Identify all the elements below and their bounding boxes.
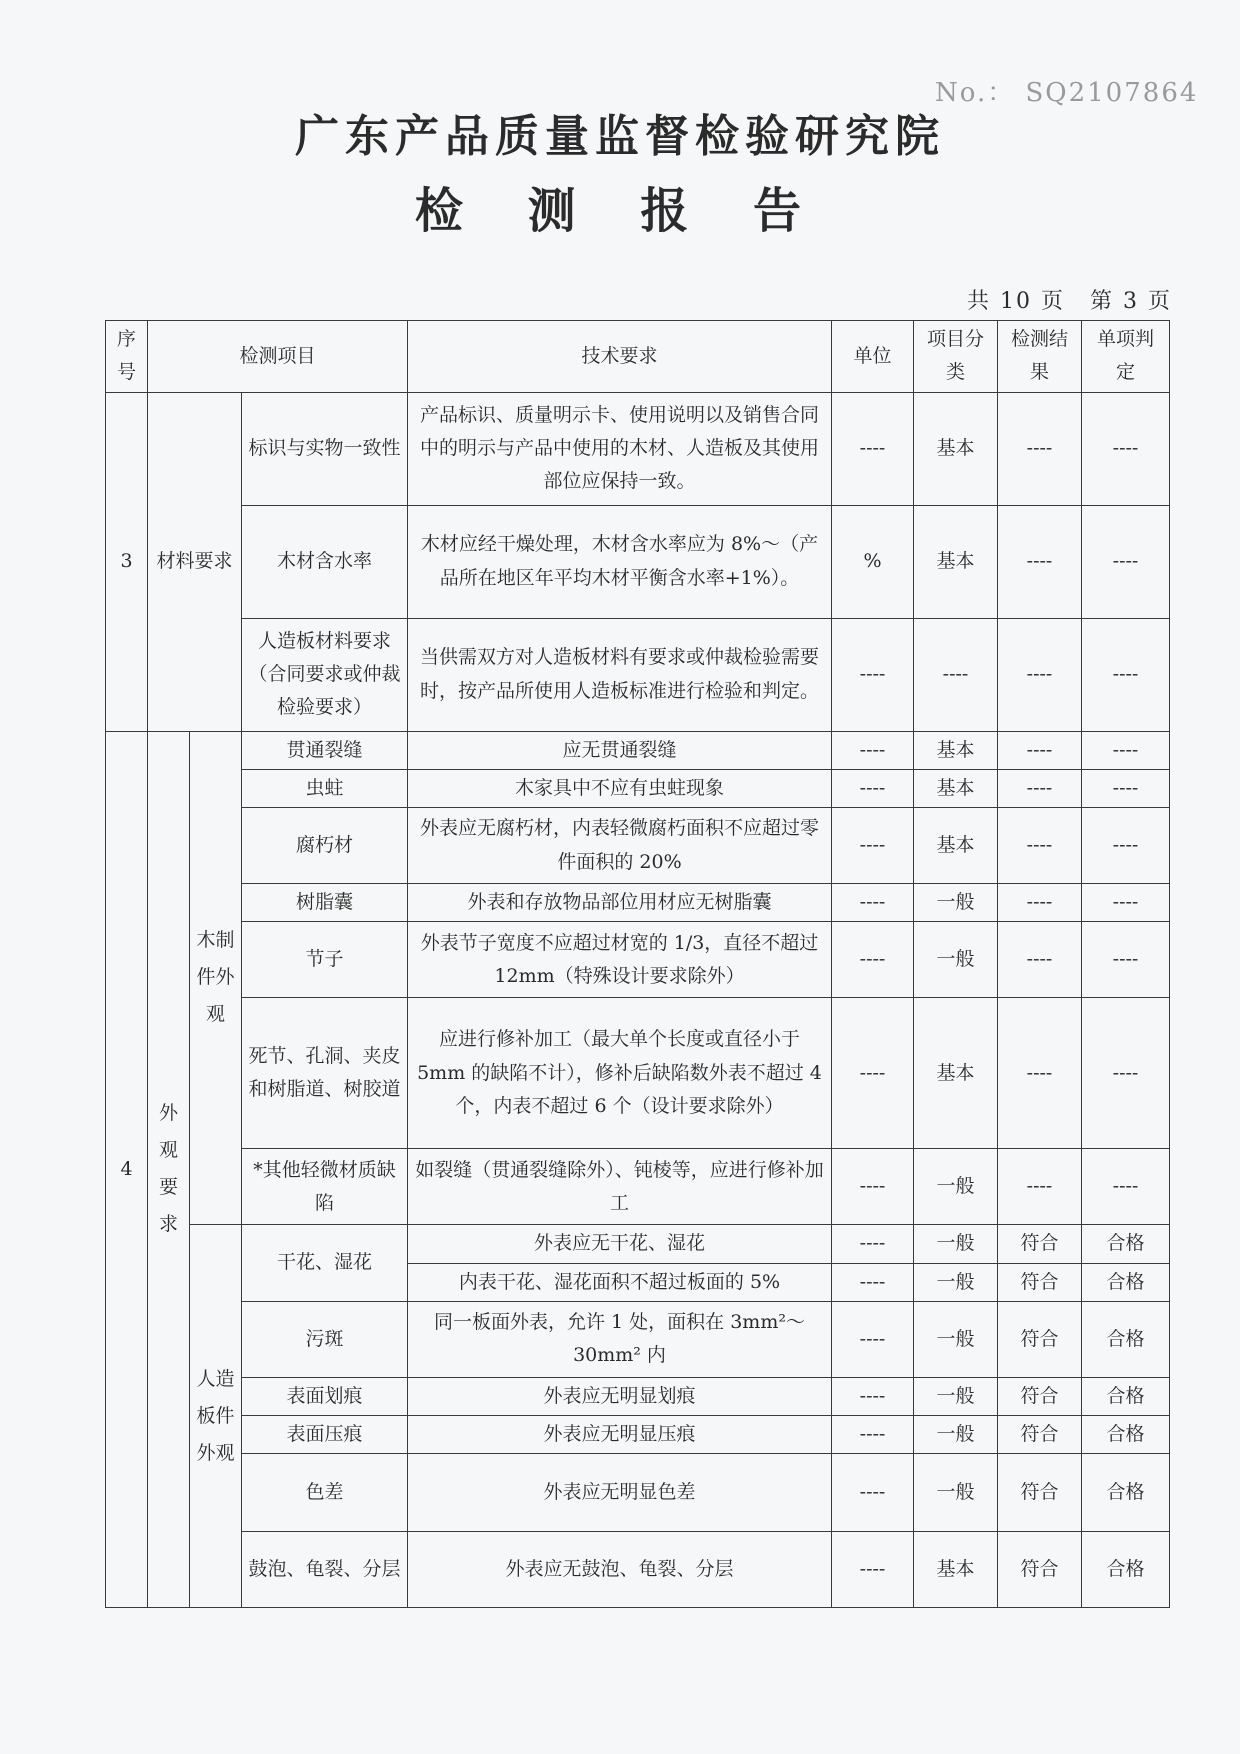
requirement-text: 外表应无鼓泡、龟裂、分层	[408, 1532, 832, 1608]
subgroup-name: 人造板件外观	[190, 1225, 242, 1608]
category-cell: ----	[914, 618, 998, 731]
item-name: 贯通裂缝	[242, 731, 408, 769]
unit-cell: ----	[832, 884, 914, 922]
result-cell: ----	[998, 618, 1082, 731]
item-name: 树脂囊	[242, 884, 408, 922]
table-row	[106, 1532, 1170, 1608]
category-cell: 基本	[914, 731, 998, 769]
result-cell: 符合	[998, 1532, 1082, 1608]
verdict-cell: 合格	[1082, 1377, 1170, 1415]
item-name: 节子	[242, 922, 408, 998]
item-name: 表面压痕	[242, 1416, 408, 1454]
category-cell: 一般	[914, 1454, 998, 1532]
item-name: *其他轻微材质缺陷	[242, 1149, 408, 1225]
category-cell: 一般	[914, 1225, 998, 1263]
item-name: 人造板材料要求（合同要求或仲裁检验要求）	[242, 618, 408, 731]
unit-cell: ----	[832, 731, 914, 769]
verdict-cell: 合格	[1082, 1416, 1170, 1454]
table-row	[106, 1225, 1170, 1263]
result-cell: ----	[998, 769, 1082, 807]
table-row	[106, 769, 1170, 807]
header-requirement: 技术要求	[408, 321, 832, 393]
verdict-cell: ----	[1082, 505, 1170, 618]
verdict-cell: 合格	[1082, 1263, 1170, 1301]
table-row	[106, 998, 1170, 1149]
requirement-text: 外表应无明显划痕	[408, 1377, 832, 1415]
table-row	[106, 1377, 1170, 1415]
verdict-cell: ----	[1082, 1149, 1170, 1225]
result-cell: ----	[998, 884, 1082, 922]
unit-cell: ----	[832, 922, 914, 998]
header-item: 检测项目	[148, 321, 408, 393]
total-pages: 共 10 页	[967, 289, 1066, 314]
table-row	[106, 884, 1170, 922]
item-name: 木材含水率	[242, 505, 408, 618]
category-cell: 一般	[914, 922, 998, 998]
unit-cell: ----	[832, 1454, 914, 1532]
verdict-cell: 合格	[1082, 1454, 1170, 1532]
unit-cell: ----	[832, 1301, 914, 1377]
unit-cell: ----	[832, 618, 914, 731]
unit-cell: ----	[832, 998, 914, 1149]
group-name: 外观要求	[148, 731, 190, 1608]
unit-cell: %	[832, 505, 914, 618]
requirement-text: 外表节子宽度不应超过材宽的 1/3，直径不超过 12mm（特殊设计要求除外）	[408, 922, 832, 998]
header-category: 项目分类	[914, 321, 998, 393]
verdict-cell: ----	[1082, 998, 1170, 1149]
requirement-text: 外表应无腐朽材，内表轻微腐朽面积不应超过零件面积的 20%	[408, 808, 832, 884]
requirement-text: 应进行修补加工（最大单个长度或直径小于 5mm 的缺陷不计），修补后缺陷数外表不超过 4 个，内表不超过 6 个（设计要求除外）	[408, 998, 832, 1149]
table-row	[106, 1416, 1170, 1454]
unit-cell: ----	[832, 392, 914, 505]
table-row	[106, 1149, 1170, 1225]
table-row	[106, 618, 1170, 731]
requirement-text: 如裂缝（贯通裂缝除外）、钝棱等，应进行修补加工	[408, 1149, 832, 1225]
header-result: 检测结果	[998, 321, 1082, 393]
unit-cell: ----	[832, 1225, 914, 1263]
unit-cell: ----	[832, 1377, 914, 1415]
pagination	[951, 284, 1172, 315]
table-header-row	[106, 321, 1170, 393]
item-name: 表面划痕	[242, 1377, 408, 1415]
category-cell: 基本	[914, 769, 998, 807]
table-row	[106, 1301, 1170, 1377]
unit-cell: ----	[832, 1532, 914, 1608]
requirement-text: 产品标识、质量明示卡、使用说明以及销售合同中的明示与产品中使用的木材、人造板及其使用部位应保持一致。	[408, 392, 832, 505]
item-name: 死节、孔洞、夹皮和树脂道、树胶道	[242, 998, 408, 1149]
result-cell: 符合	[998, 1301, 1082, 1377]
category-cell: 一般	[914, 884, 998, 922]
result-cell: ----	[998, 998, 1082, 1149]
verdict-cell: ----	[1082, 618, 1170, 731]
unit-cell: ----	[832, 1263, 914, 1301]
table-row	[106, 392, 1170, 505]
result-cell: ----	[998, 1149, 1082, 1225]
verdict-cell: ----	[1082, 392, 1170, 505]
requirement-text: 当供需双方对人造板材料有要求或仲裁检验需要时，按产品所使用人造板标准进行检验和判定。	[408, 618, 832, 731]
item-name: 虫蛀	[242, 769, 408, 807]
table-row	[106, 1454, 1170, 1532]
verdict-cell: ----	[1082, 769, 1170, 807]
item-name: 腐朽材	[242, 808, 408, 884]
category-cell: 基本	[914, 808, 998, 884]
result-cell: ----	[998, 505, 1082, 618]
result-cell: ----	[998, 922, 1082, 998]
category-cell: 基本	[914, 392, 998, 505]
requirement-text: 外表应无明显压痕	[408, 1416, 832, 1454]
requirement-text: 同一板面外表，允许 1 处，面积在 3mm²～30mm² 内	[408, 1301, 832, 1377]
table-row	[106, 731, 1170, 769]
item-name: 干花、湿花	[242, 1225, 408, 1302]
category-cell: 基本	[914, 505, 998, 618]
category-cell: 一般	[914, 1149, 998, 1225]
test-report-table	[105, 320, 1170, 1608]
verdict-cell: 合格	[1082, 1225, 1170, 1263]
group-seq: 4	[106, 731, 148, 1608]
requirement-text: 外表应无干花、湿花	[408, 1225, 832, 1263]
requirement-text: 木家具中不应有虫蛀现象	[408, 769, 832, 807]
header-seq: 序号	[106, 321, 148, 393]
unit-cell: ----	[832, 1149, 914, 1225]
category-cell: 一般	[914, 1377, 998, 1415]
unit-cell: ----	[832, 808, 914, 884]
group-name: 材料要求	[148, 392, 242, 731]
verdict-cell: ----	[1082, 731, 1170, 769]
header-verdict: 单项判定	[1082, 321, 1170, 393]
table-row	[106, 808, 1170, 884]
category-cell: 基本	[914, 998, 998, 1149]
result-cell: ----	[998, 808, 1082, 884]
category-cell: 一般	[914, 1416, 998, 1454]
result-cell: 符合	[998, 1263, 1082, 1301]
result-cell: ----	[998, 392, 1082, 505]
verdict-cell: 合格	[1082, 1301, 1170, 1377]
item-name: 鼓泡、龟裂、分层	[242, 1532, 408, 1608]
subgroup-name: 木制件外观	[190, 731, 242, 1225]
verdict-cell: ----	[1082, 808, 1170, 884]
document-title: 检 测 报 告	[414, 183, 826, 239]
report-number: No.： SQ2107864	[935, 78, 1199, 108]
item-name: 色差	[242, 1454, 408, 1532]
table-row	[106, 922, 1170, 998]
requirement-text: 木材应经干燥处理，木材含水率应为 8%～（产品所在地区年平均木材平衡含水率+1%）。	[408, 505, 832, 618]
header-unit: 单位	[832, 321, 914, 393]
item-name: 标识与实物一致性	[242, 392, 408, 505]
unit-cell: ----	[832, 1416, 914, 1454]
item-name: 污斑	[242, 1301, 408, 1377]
result-cell: 符合	[998, 1225, 1082, 1263]
category-cell: 基本	[914, 1532, 998, 1608]
result-cell: 符合	[998, 1454, 1082, 1532]
group-seq: 3	[106, 392, 148, 731]
current-page: 第 3 页	[1090, 289, 1172, 314]
verdict-cell: 合格	[1082, 1532, 1170, 1608]
category-cell: 一般	[914, 1301, 998, 1377]
requirement-text: 外表和存放物品部位用材应无树脂囊	[408, 884, 832, 922]
verdict-cell: ----	[1082, 922, 1170, 998]
result-cell: ----	[998, 731, 1082, 769]
unit-cell: ----	[832, 769, 914, 807]
requirement-text: 应无贯通裂缝	[408, 731, 832, 769]
result-cell: 符合	[998, 1416, 1082, 1454]
result-cell: 符合	[998, 1377, 1082, 1415]
verdict-cell: ----	[1082, 884, 1170, 922]
category-cell: 一般	[914, 1263, 998, 1301]
requirement-text: 外表应无明显色差	[408, 1454, 832, 1532]
table-row	[106, 505, 1170, 618]
organization-name: 广东产品质量监督检验研究院	[295, 111, 945, 162]
requirement-text: 内表干花、湿花面积不超过板面的 5%	[408, 1263, 832, 1301]
